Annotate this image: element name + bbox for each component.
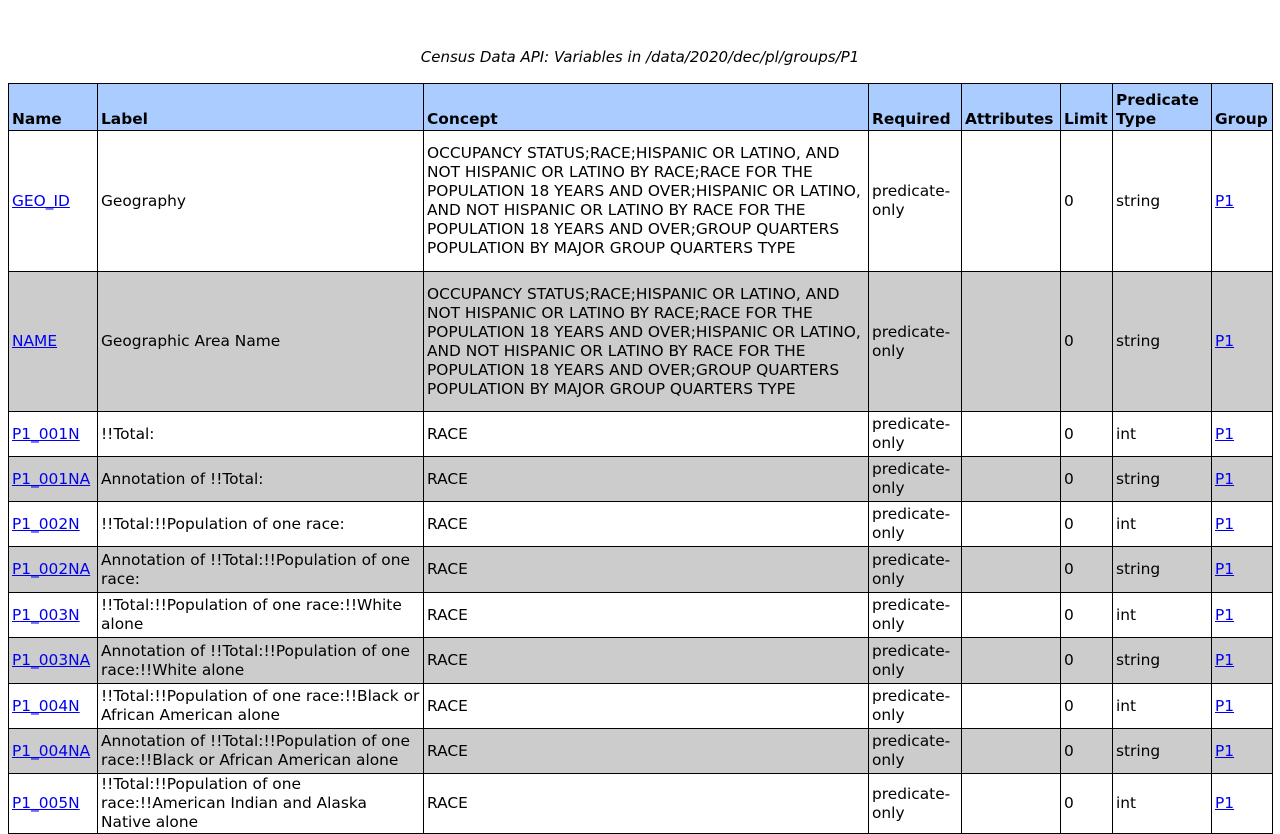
predicate-type-cell: int <box>1113 412 1212 457</box>
limit-cell: 0 <box>1061 457 1113 502</box>
label-cell: !!Total:!!Population of one race:!!White alone <box>98 593 424 638</box>
variable-link[interactable]: P1_002NA <box>12 560 91 578</box>
group-link[interactable]: P1 <box>1215 696 1235 715</box>
variable-link[interactable]: NAME <box>12 332 58 350</box>
column-header-attributes: Attributes <box>962 84 1061 131</box>
group-cell <box>1212 593 1273 638</box>
table-row <box>9 412 1273 457</box>
required-cell: predicate-only <box>869 547 962 593</box>
predicate-type-cell: string <box>1113 457 1212 502</box>
predicate-type-cell: string <box>1113 638 1212 684</box>
attributes-cell <box>962 684 1061 729</box>
name-cell <box>9 729 98 774</box>
group-cell <box>1212 729 1273 774</box>
column-header-limit: Limit <box>1061 84 1113 131</box>
group-link[interactable]: P1 <box>1215 741 1235 760</box>
attributes-cell <box>962 547 1061 593</box>
attributes-cell <box>962 774 1061 834</box>
variable-link[interactable]: P1_001NA <box>12 469 91 488</box>
name-cell <box>9 638 98 684</box>
group-cell <box>1212 684 1273 729</box>
name-cell <box>9 547 98 593</box>
required-cell: predicate-only <box>869 638 962 684</box>
label-cell: Annotation of !!Total:!!Population of one race:!!Black or African American alone <box>98 729 424 774</box>
concept-cell: OCCUPANCY STATUS;RACE;HISPANIC OR LATINO, AND NOT HISPANIC OR LATINO BY RACE;RACE FOR THE POPULATION 18 YEARS AND OVER;HISPANIC OR LATINO, AND NOT HISPANIC OR LATINO BY RACE FOR THE POPULATION 18 YEARS AND OVER;GROUP QUARTERS POPULATION BY MAJOR GROUP QUARTERS TYPE <box>424 272 869 412</box>
label-cell: !!Total:!!Population of one race:!!American Indian and Alaska Native alone <box>98 774 424 834</box>
group-link[interactable]: P1 <box>1215 560 1235 578</box>
limit-cell: 0 <box>1061 684 1113 729</box>
variable-link[interactable]: P1_005N <box>12 794 80 812</box>
name-cell <box>9 502 98 547</box>
label-cell: !!Total:!!Population of one race:!!Black or African American alone <box>98 684 424 729</box>
required-cell: predicate-only <box>869 593 962 638</box>
predicate-type-cell: string <box>1113 729 1212 774</box>
label-cell: !!Total: <box>98 412 424 457</box>
variable-link[interactable]: P1_004NA <box>12 741 91 760</box>
table-row <box>9 729 1273 774</box>
header-row <box>9 84 1273 131</box>
group-cell <box>1212 502 1273 547</box>
group-link[interactable]: P1 <box>1215 191 1235 210</box>
table-row <box>9 272 1273 412</box>
predicate-type-cell: int <box>1113 684 1212 729</box>
group-link[interactable]: P1 <box>1215 469 1235 488</box>
group-link[interactable]: P1 <box>1215 424 1235 443</box>
column-header-group: Group <box>1212 84 1273 131</box>
table-caption: Census Data API: Variables in /data/2020/dec/pl/groups/P1 <box>420 48 860 66</box>
limit-cell: 0 <box>1061 774 1113 834</box>
column-header-label: Label <box>98 84 424 131</box>
column-header-required: Required <box>869 84 962 131</box>
name-cell <box>9 684 98 729</box>
required-cell: predicate-only <box>869 412 962 457</box>
required-cell: predicate-only <box>869 502 962 547</box>
group-cell <box>1212 547 1273 593</box>
limit-cell: 0 <box>1061 272 1113 412</box>
group-link[interactable]: P1 <box>1215 514 1235 533</box>
limit-cell: 0 <box>1061 502 1113 547</box>
concept-cell: RACE <box>424 729 869 774</box>
limit-cell: 0 <box>1061 412 1113 457</box>
table-row <box>9 593 1273 638</box>
attributes-cell <box>962 272 1061 412</box>
name-cell <box>9 272 98 412</box>
variable-link[interactable]: P1_002N <box>12 514 80 533</box>
table-row <box>9 547 1273 593</box>
group-link[interactable]: P1 <box>1215 651 1235 669</box>
group-cell <box>1212 457 1273 502</box>
limit-cell: 0 <box>1061 593 1113 638</box>
table-row <box>9 684 1273 729</box>
concept-cell: RACE <box>424 684 869 729</box>
group-cell <box>1212 638 1273 684</box>
concept-cell: RACE <box>424 638 869 684</box>
table-row <box>9 638 1273 684</box>
column-header-name: Name <box>9 84 98 131</box>
group-cell <box>1212 272 1273 412</box>
required-cell: predicate-only <box>869 729 962 774</box>
group-cell <box>1212 412 1273 457</box>
label-cell: Annotation of !!Total: <box>98 457 424 502</box>
table-row <box>9 457 1273 502</box>
attributes-cell <box>962 131 1061 272</box>
label-cell: Geography <box>98 131 424 272</box>
group-cell <box>1212 131 1273 272</box>
predicate-type-cell: string <box>1113 131 1212 272</box>
concept-cell: RACE <box>424 502 869 547</box>
limit-cell: 0 <box>1061 547 1113 593</box>
concept-cell: RACE <box>424 457 869 502</box>
required-cell: predicate-only <box>869 774 962 834</box>
table-row <box>9 502 1273 547</box>
attributes-cell <box>962 457 1061 502</box>
predicate-type-cell: int <box>1113 593 1212 638</box>
concept-cell: RACE <box>424 593 869 638</box>
name-cell <box>9 131 98 272</box>
predicate-type-cell: string <box>1113 272 1212 412</box>
concept-cell: OCCUPANCY STATUS;RACE;HISPANIC OR LATINO, AND NOT HISPANIC OR LATINO BY RACE;RACE FOR THE POPULATION 18 YEARS AND OVER;HISPANIC OR LATINO, AND NOT HISPANIC OR LATINO BY RACE FOR THE POPULATION 18 YEARS AND OVER;GROUP QUARTERS POPULATION BY MAJOR GROUP QUARTERS TYPE <box>424 131 869 272</box>
attributes-cell <box>962 593 1061 638</box>
group-link[interactable]: P1 <box>1215 332 1235 350</box>
variables-table <box>8 83 1273 834</box>
required-cell: predicate-only <box>869 457 962 502</box>
group-link[interactable]: P1 <box>1215 794 1235 812</box>
name-cell <box>9 593 98 638</box>
variable-link[interactable]: GEO_ID <box>12 191 70 210</box>
attributes-cell <box>962 729 1061 774</box>
variable-link[interactable]: P1_003NA <box>12 651 91 669</box>
label-cell: !!Total:!!Population of one race: <box>98 502 424 547</box>
group-link[interactable]: P1 <box>1215 605 1235 624</box>
limit-cell: 0 <box>1061 131 1113 272</box>
required-cell: predicate-only <box>869 684 962 729</box>
attributes-cell <box>962 502 1061 547</box>
name-cell <box>9 457 98 502</box>
attributes-cell <box>962 638 1061 684</box>
required-cell: predicate-only <box>869 131 962 272</box>
label-cell: Annotation of !!Total:!!Population of one race:!!White alone <box>98 638 424 684</box>
column-header-concept: Concept <box>424 84 869 131</box>
table-row <box>9 131 1273 272</box>
predicate-type-cell: int <box>1113 774 1212 834</box>
column-header-predicate-type: Predicate Type <box>1113 84 1212 131</box>
concept-cell: RACE <box>424 412 869 457</box>
group-cell <box>1212 774 1273 834</box>
concept-cell: RACE <box>424 547 869 593</box>
limit-cell: 0 <box>1061 638 1113 684</box>
variable-link[interactable]: P1_004N <box>12 696 80 715</box>
attributes-cell <box>962 412 1061 457</box>
name-cell <box>9 774 98 834</box>
name-cell <box>9 412 98 457</box>
predicate-type-cell: int <box>1113 502 1212 547</box>
predicate-type-cell: string <box>1113 547 1212 593</box>
label-cell: Geographic Area Name <box>98 272 424 412</box>
limit-cell: 0 <box>1061 729 1113 774</box>
variable-link[interactable]: P1_003N <box>12 605 80 624</box>
required-cell: predicate-only <box>869 272 962 412</box>
table-row <box>9 774 1273 834</box>
variable-link[interactable]: P1_001N <box>12 424 80 443</box>
label-cell: Annotation of !!Total:!!Population of one race: <box>98 547 424 593</box>
concept-cell: RACE <box>424 774 869 834</box>
